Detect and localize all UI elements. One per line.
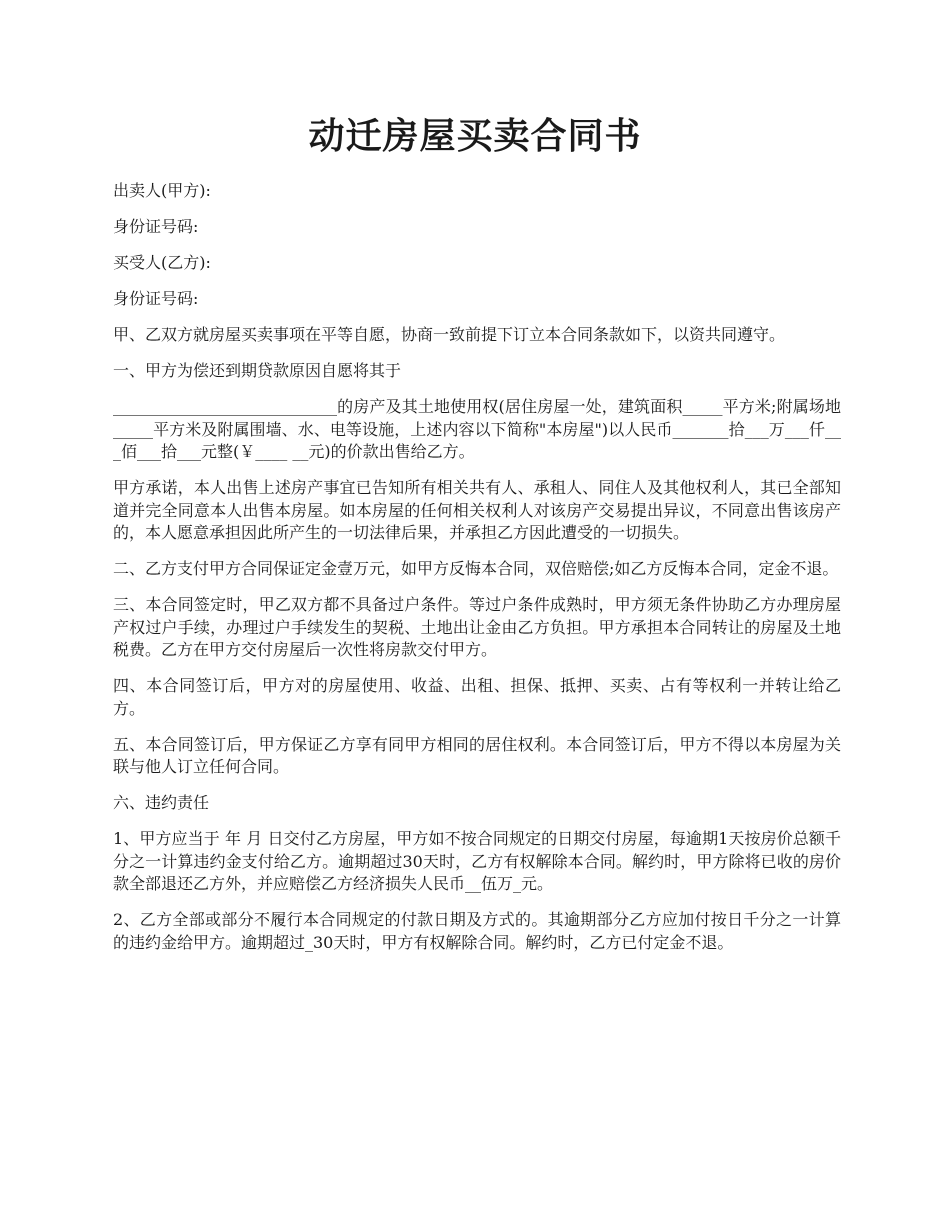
clause-6-item-1: 1、甲方应当于 年 月 日交付乙方房屋，甲方如不按合同规定的日期交付房屋，每逾期1天按房价总额千分之一计算违约金支付给乙方。逾期超过30天时，乙方有权解除本合同。解约时，甲方除将已收的房价款全部退还乙方外，并应赔偿乙方经济损失人民币__伍万_元。 [113,829,841,893]
buyer-label: 买受人(乙方): [113,253,211,272]
buyer-id-label: 身份证号码: [113,289,199,308]
clause-1-heading: 一、甲方为偿还到期贷款原因自愿将其于 [113,361,402,380]
seller-id-label: 身份证号码: [113,217,199,236]
document-title: 动迁房屋买卖合同书 [308,115,642,157]
clause-6-item-2: 2、乙方全部或部分不履行本合同规定的付款日期及方式的。其逾期部分乙方应加付按日千分之一计算的违约金给甲方。逾期超过_30天时，甲方有权解除合同。解约时，乙方已付定金不退。 [113,910,841,952]
document-body [113,180,841,968]
preamble-paragraph: 甲、乙双方就房屋买卖事项在平等自愿，协商一致前提下订立本合同条款如下，以资共同遵守。 [113,325,786,344]
clause-6-heading: 六、违约责任 [113,793,210,812]
clause-1-body: ____________________________的房产及其土地使用权(居住房屋一处，建筑面积_____平方米;附属场地_____平方米及附属围墙、水、电等设施，上述内容以下简称"本房屋")以人民币_______拾___万___仟___佰___拾___元整(￥____ __元)的价款出售给乙方。 [113,397,841,461]
seller-label: 出卖人(甲方): [113,181,211,200]
clause-5-paragraph: 五、本合同签订后，甲方保证乙方享有同甲方相同的居住权利。本合同签订后，甲方不得以本房屋为关联与他人订立任何合同。 [113,734,841,776]
clause-2-paragraph: 二、乙方支付甲方合同保证定金壹万元，如甲方反悔本合同，双倍赔偿;如乙方反悔本合同，定金不退。 [113,559,839,578]
clause-3-paragraph: 三、本合同签定时，甲乙双方都不具备过户条件。等过户条件成熟时，甲方须无条件协助乙方办理房屋产权过户手续，办理过户手续发生的契税、土地出让金由乙方负担。甲方承担本合同转让的房屋及土地税费。乙方在甲方交付房屋后一次性将房款交付甲方。 [113,595,841,659]
clause-4-paragraph: 四、本合同签订后，甲方对的房屋使用、收益、出租、担保、抵押、买卖、占有等权利一并转让给乙方。 [113,676,841,718]
seller-promise-paragraph: 甲方承诺，本人出售上述房产事宜已告知所有相关共有人、承租人、同住人及其他权利人，其已全部知道并完全同意本人出售本房屋。如本房屋的任何相关权利人对该房产交易提出异议，不同意出售该房产的，本人愿意承担因此所产生的一切法律后果，并承担乙方因此遭受的一切损失。 [113,478,841,542]
